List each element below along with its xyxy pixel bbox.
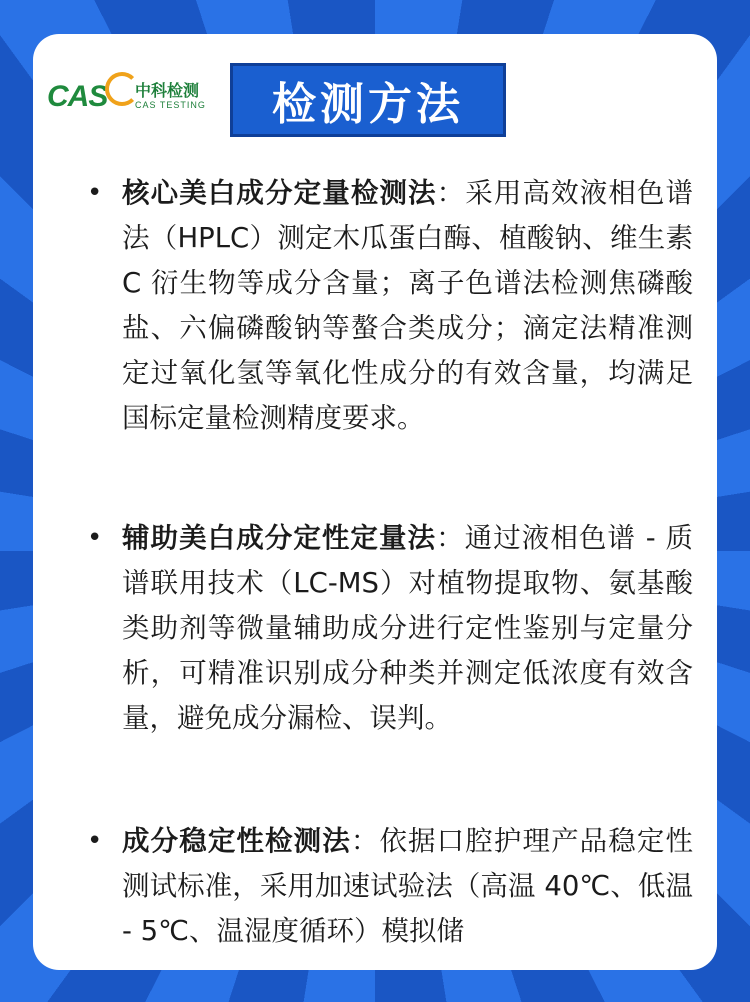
section-heading: 成分稳定性检测法	[122, 825, 351, 857]
logo-name-en: CAS TESTING	[135, 100, 206, 110]
section-body: ：通过液相色谱 - 质谱联用技术（LC-MS）对植物提取物、氨基酸类助剂等微量辅助成分进行定性鉴别与定量分析，可精准识别成分种类并测定低浓度有效含量，避免成分漏检、误判。	[122, 522, 694, 734]
section-quantitative	[87, 171, 694, 441]
section-stability	[87, 819, 694, 954]
bullet-icon: •	[87, 178, 103, 208]
logo-name-cn: 中科检测	[135, 81, 200, 100]
section-body: ：采用高效液相色谱法（HPLC）测定木瓜蛋白酶、植酸钠、维生素 C 衍生物等成分含量；离子色谱法检测焦磷酸盐、六偏磷酸钠等螯合类成分；滴定法精准测定过氧化氢等氧化性成分的有效含量，均满足国标定量检测精度要求。	[122, 177, 694, 434]
section-qualitative	[87, 516, 694, 741]
logo-ring-icon	[105, 72, 139, 106]
section-heading: 核心美白成分定量检测法	[122, 177, 437, 209]
bullet-icon: •	[87, 826, 103, 856]
section-body: ：依据口腔护理产品稳定性测试标准，采用加速试验法（高温 40℃、低温 - 5℃、温湿度循环）模拟储	[122, 825, 694, 947]
section-heading: 辅助美白成分定性定量法	[122, 522, 437, 554]
section-text	[93, 171, 693, 441]
logo-mark: CAS	[47, 80, 108, 113]
page-title: 检测方法	[230, 63, 506, 137]
cas-logo	[47, 70, 227, 124]
bullet-icon: •	[87, 523, 103, 553]
section-text	[93, 819, 693, 954]
section-text	[93, 516, 693, 741]
content-card	[33, 34, 717, 970]
